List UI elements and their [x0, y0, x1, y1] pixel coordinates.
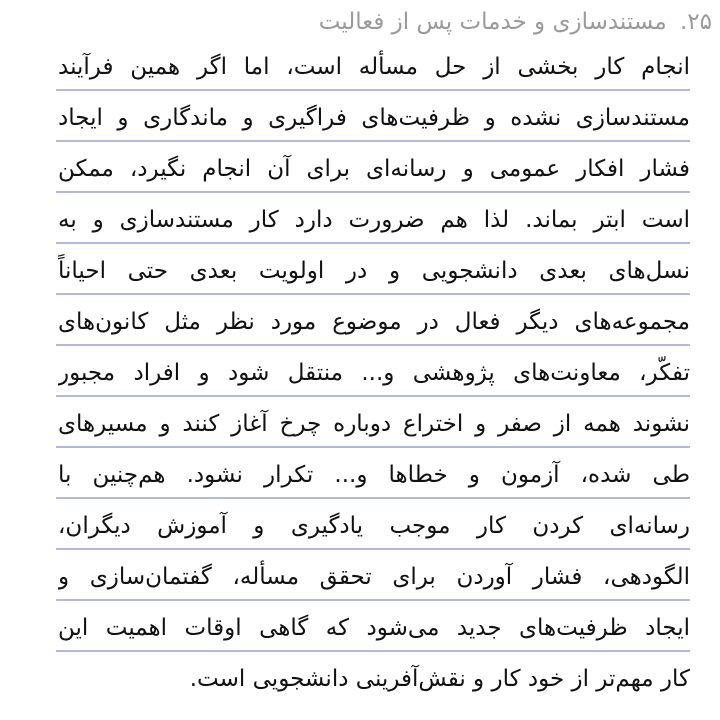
- paragraph-line: [0, 46, 720, 97]
- paragraph-line: [0, 148, 720, 199]
- section-title: مستندسازی و خدمات پس از فعالیت: [318, 9, 667, 35]
- paragraph-line: [0, 607, 720, 658]
- highlight-underline: [56, 191, 690, 193]
- paragraph-line: [0, 199, 720, 250]
- paragraph-line: [0, 658, 720, 709]
- paragraph-line: [0, 454, 720, 505]
- highlight-underline: [56, 293, 690, 295]
- highlight-underline: [56, 395, 690, 397]
- paragraph-line: [0, 250, 720, 301]
- highlight-underline: [56, 599, 690, 601]
- highlight-underline: [56, 242, 690, 244]
- line-text: است ابتر بماند. لذا هم ضرورت دارد کار مستندسازی و به: [58, 207, 690, 233]
- highlight-underline: [56, 140, 690, 142]
- highlight-underline: [56, 548, 690, 550]
- line-text: مجموعه‌های دیگر فعال در موضوع مورد نظر مثل کانون‌های: [58, 309, 690, 335]
- line-text: انجام کار بخشی از حل مسأله است، اما اگر همین فرآیند: [58, 54, 690, 80]
- line-text: نشوند همه از صفر و اختراع دوباره چرخ آغاز کنند و مسیرهای: [58, 411, 690, 437]
- line-text: ایجاد ظرفیت‌های جدید می‌شود که گاهی اوقات اهمیت این: [58, 615, 690, 641]
- paragraph-line: [0, 301, 720, 352]
- paragraph-line: [0, 352, 720, 403]
- line-text: تفکّر، معاونت‌های پژوهشی و... منتقل شود و افراد مجبور: [58, 360, 690, 386]
- paragraph-line: [0, 505, 720, 556]
- paragraph: [0, 46, 720, 709]
- highlight-underline: [56, 650, 690, 652]
- paragraph-line: [0, 403, 720, 454]
- line-text: رسانه‌ای کردن کار موجب یادگیری و آموزش دیگران،: [58, 513, 690, 539]
- line-text: فشار افکار عمومی و رسانه‌ای برای آن انجام نگیرد، ممکن: [58, 156, 690, 182]
- highlight-underline: [56, 497, 690, 499]
- highlight-underline: [56, 446, 690, 448]
- paragraph-line: [0, 97, 720, 148]
- paragraph-line: [0, 556, 720, 607]
- line-text: مستندسازی نشده و ظرفیت‌های فراگیری و ماندگاری و ایجاد: [58, 105, 690, 131]
- section-heading: [319, 4, 712, 40]
- line-text: الگودهی، فشار آوردن برای تحقق مسأله، گفتمان‌سازی و: [58, 564, 690, 590]
- section-number: ۲۵.: [679, 9, 712, 35]
- line-text: کار مهم‌تر از خود کار و نقش‌آفرینی دانشجویی است.: [189, 666, 690, 692]
- highlight-underline: [56, 344, 690, 346]
- line-text: نسل‌های بعدی دانشجویی و در اولویت بعدی حتی احیاناً: [58, 258, 690, 284]
- line-text: طی شده، آزمون و خطاها و... تکرار نشود. هم‌چنین با: [58, 462, 690, 488]
- highlight-underline: [56, 89, 690, 91]
